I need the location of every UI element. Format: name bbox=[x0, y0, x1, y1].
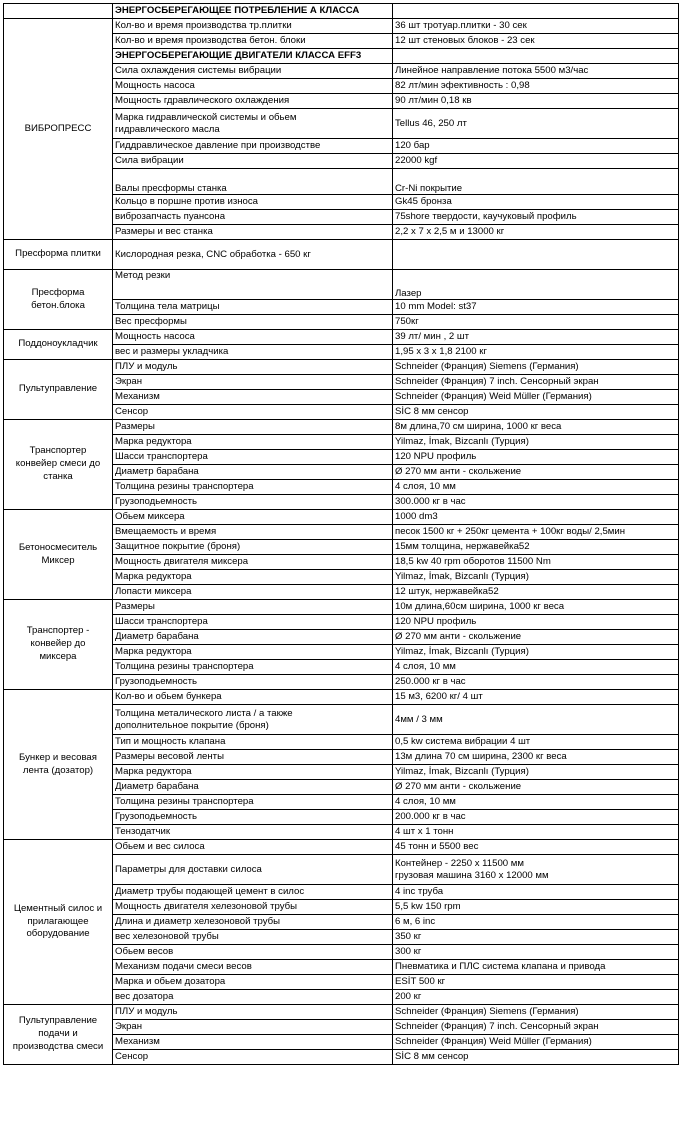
parameter-cell: Экран bbox=[113, 375, 393, 390]
category-cell: Пультуправление bbox=[4, 360, 113, 420]
value-cell bbox=[393, 49, 679, 64]
value-cell: 300.000 кг в час bbox=[393, 495, 679, 510]
parameter-cell: Гиддравлическое давление при производстве bbox=[113, 139, 393, 154]
value-cell: 45 тонн и 5500 вес bbox=[393, 840, 679, 855]
value-cell: 10м длина,60см ширина, 1000 кг веса bbox=[393, 600, 679, 615]
value-cell: 90 лт/мин 0,18 кв bbox=[393, 94, 679, 109]
category-cell: Поддоноукладчик bbox=[4, 330, 113, 360]
parameter-cell: Кольцо в поршне против износа bbox=[113, 195, 393, 210]
value-cell: SİC 8 мм сенсор bbox=[393, 1050, 679, 1065]
parameter-cell: Диаметр барабана bbox=[113, 465, 393, 480]
value-cell: 1,95 х 3 х 1,8 2100 кг bbox=[393, 345, 679, 360]
parameter-cell: Диаметр трубы подающей цемент в силос bbox=[113, 885, 393, 900]
value-cell: 250.000 кг в час bbox=[393, 675, 679, 690]
category-cell: Пультуправление подачи и производства смеси bbox=[4, 1005, 113, 1065]
parameter-cell: Размеры bbox=[113, 600, 393, 615]
parameter-cell: Сила охлаждения системы вибрации bbox=[113, 64, 393, 79]
parameter-cell: Грузоподьемность bbox=[113, 675, 393, 690]
parameter-cell: Диаметр барабана bbox=[113, 630, 393, 645]
parameter-cell: Лопасти миксера bbox=[113, 585, 393, 600]
parameter-cell: Обьем весов bbox=[113, 945, 393, 960]
value-cell: Gk45 бронза bbox=[393, 195, 679, 210]
value-cell: 120 бар bbox=[393, 139, 679, 154]
value-cell bbox=[393, 240, 679, 270]
value-cell: Ø 270 мм анти - скольжение bbox=[393, 465, 679, 480]
value-cell: Cr-Ni покрытие bbox=[393, 169, 679, 195]
value-cell: Schneider (Франция) 7 inch. Сенсорный экран bbox=[393, 375, 679, 390]
spec-row bbox=[4, 330, 679, 345]
category-cell: Транспортер конвейер смеси до станка bbox=[4, 420, 113, 510]
value-cell: 4 inc труба bbox=[393, 885, 679, 900]
value-cell: 5,5 kw 150 rpm bbox=[393, 900, 679, 915]
value-cell: Schneider (Франция) Siemens (Германия) bbox=[393, 360, 679, 375]
value-cell: 300 кг bbox=[393, 945, 679, 960]
value-cell: 1000 dm3 bbox=[393, 510, 679, 525]
parameter-cell: Защитное покрытие (броня) bbox=[113, 540, 393, 555]
value-cell: Лазер bbox=[393, 270, 679, 300]
parameter-cell: Мощность двигателя хелезоновой трубы bbox=[113, 900, 393, 915]
parameter-cell: Кол-во и время производства тр.плитки bbox=[113, 19, 393, 34]
parameter-cell: Тензодатчик bbox=[113, 825, 393, 840]
parameter-cell: Обьем миксера bbox=[113, 510, 393, 525]
parameter-cell: Механизм bbox=[113, 1035, 393, 1050]
parameter-cell: Кол-во и обьем бункера bbox=[113, 690, 393, 705]
value-cell: 13м длина 70 см ширина, 2300 кг веса bbox=[393, 750, 679, 765]
value-cell: Пневматика и ПЛС система клапана и привода bbox=[393, 960, 679, 975]
value-cell: 36 шт тротуар.плитки - 30 сек bbox=[393, 19, 679, 34]
value-cell: 15мм толщина, нержавейка52 bbox=[393, 540, 679, 555]
category-cell: Цементный силос и прилагающее оборудование bbox=[4, 840, 113, 1005]
value-cell: 200.000 кг в час bbox=[393, 810, 679, 825]
specification-table-body bbox=[4, 4, 679, 1065]
value-cell: Schneider (Франция) Weid Müller (Германия) bbox=[393, 390, 679, 405]
spec-row bbox=[4, 840, 679, 855]
value-cell: 18,5 kw 40 rpm оборотов 11500 Nm bbox=[393, 555, 679, 570]
value-cell: ESİT 500 кг bbox=[393, 975, 679, 990]
value-cell: Schneider (Франция) 7 inch. Сенсорный экран bbox=[393, 1020, 679, 1035]
value-cell: 4мм / 3 мм bbox=[393, 705, 679, 735]
value-cell: Ø 270 мм анти - скольжение bbox=[393, 630, 679, 645]
value-cell: 12 штук, нержавейка52 bbox=[393, 585, 679, 600]
parameter-cell: Толщина металического листа / а также дополнительное покрытие (броня) bbox=[113, 705, 393, 735]
parameter-cell: Мощность гдравлического охлаждения bbox=[113, 94, 393, 109]
parameter-cell: Экран bbox=[113, 1020, 393, 1035]
parameter-cell: Толщина тела матрицы bbox=[113, 300, 393, 315]
parameter-cell: Марка и обьем дозатора bbox=[113, 975, 393, 990]
value-cell: Контейнер - 2250 х 11500 мм грузовая машина 3160 х 12000 мм bbox=[393, 855, 679, 885]
parameter-cell: Марка редуктора bbox=[113, 435, 393, 450]
parameter-cell: виброзапчасть пуансона bbox=[113, 210, 393, 225]
parameter-cell: Вмещаемость и время bbox=[113, 525, 393, 540]
category-cell: Бункер и весовая лента (дозатор) bbox=[4, 690, 113, 840]
category-cell: Пресформа плитки bbox=[4, 240, 113, 270]
parameter-cell: Сенсор bbox=[113, 1050, 393, 1065]
parameter-cell: Грузоподьемность bbox=[113, 495, 393, 510]
value-cell: 4 шт х 1 тонн bbox=[393, 825, 679, 840]
value-cell: 82 лт/мин эфективность : 0,98 bbox=[393, 79, 679, 94]
value-cell: 4 слоя, 10 мм bbox=[393, 480, 679, 495]
value-cell: 22000 kgf bbox=[393, 154, 679, 169]
value-cell: 8м длина,70 см ширина, 1000 кг веса bbox=[393, 420, 679, 435]
category-cell: ВИБРОПРЕСС bbox=[4, 19, 113, 240]
spec-row bbox=[4, 510, 679, 525]
parameter-cell: Механизм подачи смеси весов bbox=[113, 960, 393, 975]
parameter-cell: ПЛУ и модуль bbox=[113, 360, 393, 375]
category-cell: Транспортер - конвейер до миксера bbox=[4, 600, 113, 690]
parameter-cell: вес хелезоновой трубы bbox=[113, 930, 393, 945]
value-cell: Yilmaz, İmak, Bizcanlı (Турция) bbox=[393, 435, 679, 450]
parameter-cell: Сила вибрации bbox=[113, 154, 393, 169]
value-cell: 6 м, 6 inc bbox=[393, 915, 679, 930]
value-cell: 2,2 х 7 х 2,5 м и 13000 кг bbox=[393, 225, 679, 240]
value-cell: 15 м3, 6200 кг/ 4 шт bbox=[393, 690, 679, 705]
value-cell: 120 NPU профиль bbox=[393, 615, 679, 630]
value-cell: 4 слоя, 10 мм bbox=[393, 795, 679, 810]
parameter-cell: Метод резки bbox=[113, 270, 393, 300]
parameter-cell: Обьем и вес силоса bbox=[113, 840, 393, 855]
parameter-cell: Мощность насоса bbox=[113, 79, 393, 94]
value-cell: 39 лт/ мин , 2 шт bbox=[393, 330, 679, 345]
value-cell: Yilmaz, İmak, Bizcanlı (Турция) bbox=[393, 570, 679, 585]
spec-row bbox=[4, 420, 679, 435]
value-cell: 350 кг bbox=[393, 930, 679, 945]
parameter-cell: Сенсор bbox=[113, 405, 393, 420]
parameter-cell: Марка редуктора bbox=[113, 765, 393, 780]
value-cell: Yilmaz, İmak, Bizcanlı (Турция) bbox=[393, 765, 679, 780]
value-cell: 4 слоя, 10 мм bbox=[393, 660, 679, 675]
value-cell: 120 NPU профиль bbox=[393, 450, 679, 465]
parameter-cell: Толщина резины транспортера bbox=[113, 480, 393, 495]
spec-row bbox=[4, 600, 679, 615]
value-cell: Ø 270 мм анти - скольжение bbox=[393, 780, 679, 795]
parameter-cell: Марка гидравлической системы и обьем гидравлического масла bbox=[113, 109, 393, 139]
parameter-cell: Мощность насоса bbox=[113, 330, 393, 345]
parameter-cell: Диаметр барабана bbox=[113, 780, 393, 795]
parameter-cell: вес дозатора bbox=[113, 990, 393, 1005]
parameter-cell: ПЛУ и модуль bbox=[113, 1005, 393, 1020]
value-cell: Tellus 46, 250 лт bbox=[393, 109, 679, 139]
parameter-cell: Шасси транспортера bbox=[113, 615, 393, 630]
parameter-cell: Кол-во и время производства бетон. блоки bbox=[113, 34, 393, 49]
spec-row bbox=[4, 270, 679, 300]
value-cell: 10 mm Model: st37 bbox=[393, 300, 679, 315]
section-header-cell: ЭНЕРГОСБЕРЕГАЮЩИЕ ДВИГАТЕЛИ КЛАССА EFF3 bbox=[113, 49, 393, 64]
specification-table bbox=[3, 3, 679, 1065]
spec-row bbox=[4, 1005, 679, 1020]
parameter-cell: Марка редуктора bbox=[113, 645, 393, 660]
value-cell: Schneider (Франция) Weid Müller (Германия) bbox=[393, 1035, 679, 1050]
value-cell bbox=[393, 4, 679, 19]
parameter-cell: Толщина резины транспортера bbox=[113, 660, 393, 675]
spec-row bbox=[4, 4, 679, 19]
value-cell: Schneider (Франция) Siemens (Германия) bbox=[393, 1005, 679, 1020]
parameter-cell: Марка редуктора bbox=[113, 570, 393, 585]
value-cell: 750кг bbox=[393, 315, 679, 330]
parameter-cell: Параметры для доставки силоса bbox=[113, 855, 393, 885]
section-header-cell: ЭНЕРГОСБЕРЕГАЮЩЕЕ ПОТРЕБЛЕНИЕ А КЛАССА bbox=[113, 4, 393, 19]
parameter-cell: Размеры и вес станка bbox=[113, 225, 393, 240]
value-cell: 200 кг bbox=[393, 990, 679, 1005]
parameter-cell: Тип и мощность клапана bbox=[113, 735, 393, 750]
parameter-cell: Грузоподьемность bbox=[113, 810, 393, 825]
category-cell bbox=[4, 4, 113, 19]
parameter-cell: Мощность двигателя миксера bbox=[113, 555, 393, 570]
value-cell: 75shore твердости, каучуковый профиль bbox=[393, 210, 679, 225]
value-cell: 12 шт стеновых блоков - 23 сек bbox=[393, 34, 679, 49]
parameter-cell: Размеры весовой ленты bbox=[113, 750, 393, 765]
spec-row bbox=[4, 240, 679, 270]
parameter-cell: Размеры bbox=[113, 420, 393, 435]
value-cell: SİC 8 мм сенсор bbox=[393, 405, 679, 420]
spec-row bbox=[4, 19, 679, 34]
parameter-cell: Механизм bbox=[113, 390, 393, 405]
parameter-cell: Шасси транспортера bbox=[113, 450, 393, 465]
parameter-cell: Толщина резины транспортера bbox=[113, 795, 393, 810]
parameter-cell: Валы пресформы станка bbox=[113, 169, 393, 195]
value-cell: песок 1500 кг + 250кг цемента + 100кг воды/ 2,5мин bbox=[393, 525, 679, 540]
parameter-cell: Вес пресформы bbox=[113, 315, 393, 330]
value-cell: Yilmaz, İmak, Bizcanlı (Турция) bbox=[393, 645, 679, 660]
value-cell: Линейное направление потока 5500 м3/час bbox=[393, 64, 679, 79]
parameter-cell: вес и размеры укладчика bbox=[113, 345, 393, 360]
category-cell: Бетоносмеситель Миксер bbox=[4, 510, 113, 600]
parameter-cell: Длина и диаметр хелезоновой трубы bbox=[113, 915, 393, 930]
spec-row bbox=[4, 690, 679, 705]
category-cell: Пресформа бетон.блока bbox=[4, 270, 113, 330]
parameter-cell: Кислородная резка, CNC обработка - 650 кг bbox=[113, 240, 393, 270]
value-cell: 0,5 kw система вибрации 4 шт bbox=[393, 735, 679, 750]
spec-row bbox=[4, 360, 679, 375]
